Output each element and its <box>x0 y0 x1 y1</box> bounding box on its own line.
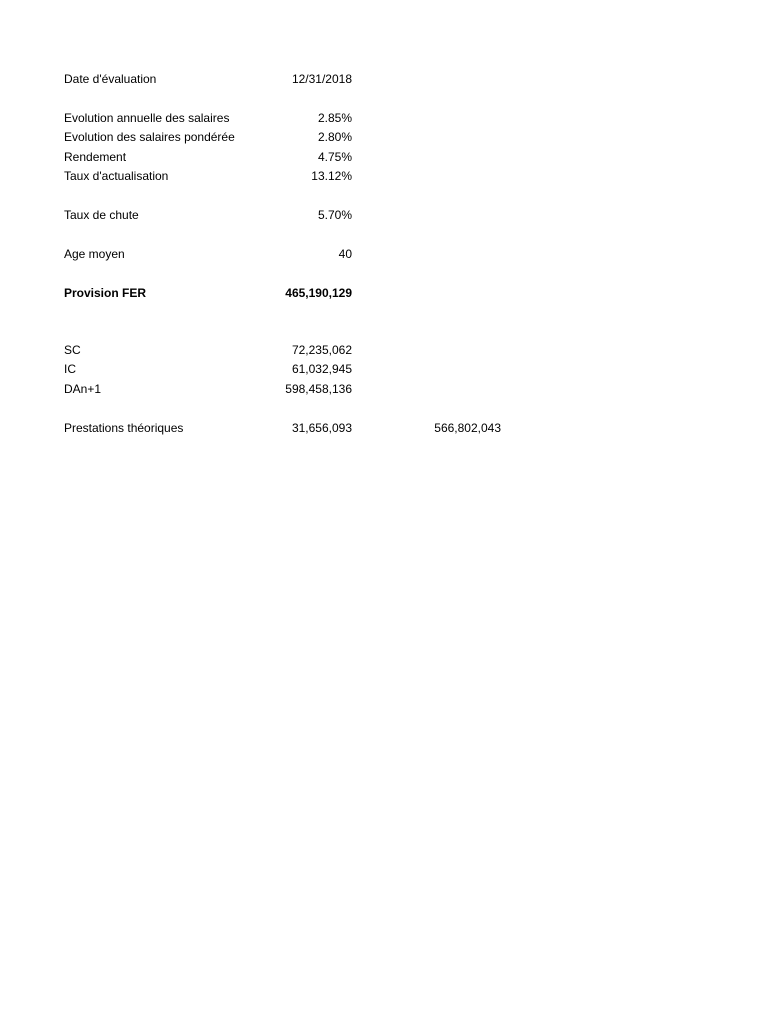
value-prestations[interactable]: 31,656,093 <box>291 421 352 435</box>
label-evolution-ponderee[interactable]: Evolution des salaires pondérée <box>64 130 235 144</box>
label-sc[interactable]: SC <box>64 343 81 357</box>
value-taux-chute[interactable]: 5.70% <box>317 208 352 222</box>
label-prestations[interactable]: Prestations théoriques <box>64 421 184 435</box>
label-ic[interactable]: IC <box>64 362 76 376</box>
label-evolution-annuelle[interactable]: Evolution annuelle des salaires <box>64 111 230 125</box>
value2-prestations[interactable]: 566,802,043 <box>434 421 501 435</box>
row-provision-fer <box>0 284 768 302</box>
row-evolution-ponderee <box>0 128 768 146</box>
value-taux-actualisation[interactable]: 13.12% <box>311 169 352 183</box>
label-taux-actualisation[interactable]: Taux d'actualisation <box>64 169 169 183</box>
value-ic[interactable]: 61,032,945 <box>291 362 352 376</box>
row-evolution-annuelle <box>0 109 768 127</box>
value-date-evaluation[interactable]: 12/31/2018 <box>291 72 352 86</box>
value-evolution-ponderee[interactable]: 2.80% <box>317 130 352 144</box>
row-age-moyen <box>0 245 768 263</box>
row-prestations <box>0 419 768 437</box>
value-rendement[interactable]: 4.75% <box>317 150 352 164</box>
row-sc <box>0 341 768 359</box>
value-sc[interactable]: 72,235,062 <box>291 343 352 357</box>
label-provision-fer[interactable]: Provision FER <box>64 286 147 300</box>
value-evolution-annuelle[interactable]: 2.85% <box>317 111 352 125</box>
row-date-evaluation <box>0 70 768 88</box>
row-taux-chute <box>0 206 768 224</box>
row-ic <box>0 360 768 378</box>
row-dan1 <box>0 380 768 398</box>
value-provision-fer[interactable]: 465,190,129 <box>285 286 352 300</box>
value-dan1[interactable]: 598,458,136 <box>285 382 352 396</box>
row-taux-actualisation <box>0 167 768 185</box>
value-age-moyen[interactable]: 40 <box>338 247 352 261</box>
label-age-moyen[interactable]: Age moyen <box>64 247 125 261</box>
label-rendement[interactable]: Rendement <box>64 150 127 164</box>
label-dan1[interactable]: DAn+1 <box>64 382 102 396</box>
label-taux-chute[interactable]: Taux de chute <box>64 208 139 222</box>
label-date-evaluation[interactable]: Date d'évaluation <box>64 72 157 86</box>
row-rendement <box>0 148 768 166</box>
